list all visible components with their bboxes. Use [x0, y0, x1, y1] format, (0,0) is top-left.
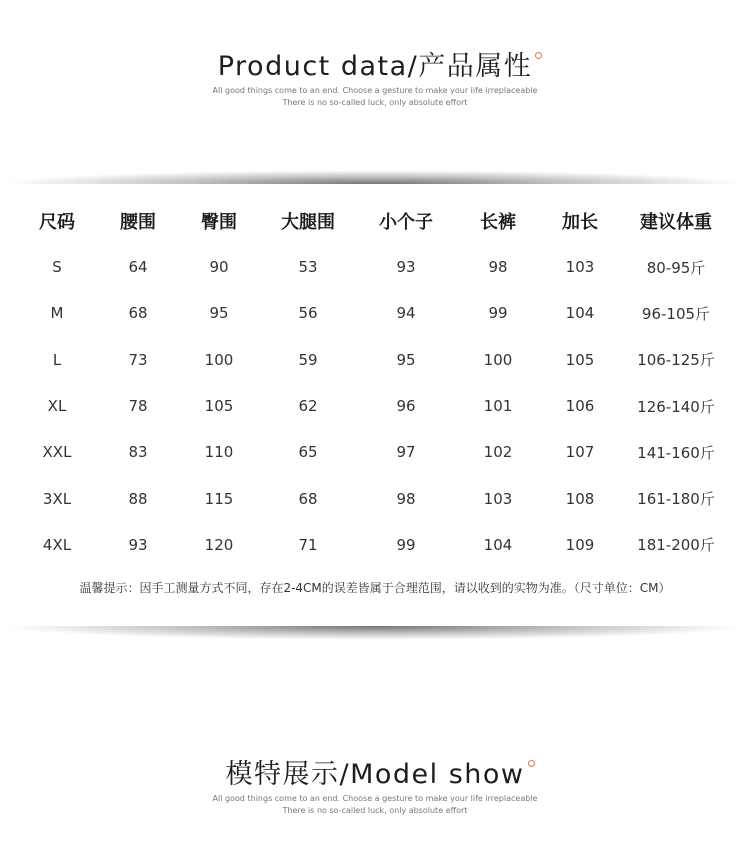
table-cell: 80-95斤	[646, 258, 706, 277]
table-cell: XL	[47, 397, 67, 416]
table-cell: L	[52, 350, 62, 369]
table-row	[17, 337, 733, 383]
table-cell: 99	[488, 304, 508, 323]
size-table-header-cell: 长裤	[480, 212, 516, 233]
table-cell: 104	[565, 304, 595, 323]
product-data-subtitle-1: All good things come to an end. Choose a gesture to make your life irreplaceable	[212, 86, 538, 95]
table-cell: 59	[298, 350, 318, 369]
table-cell: 126-140斤	[637, 397, 715, 416]
table-cell: 53	[298, 258, 318, 277]
table-cell: 100	[483, 350, 513, 369]
table-cell: 73	[128, 350, 148, 369]
table-cell: 4XL	[42, 535, 72, 554]
table-cell: 98	[396, 489, 416, 508]
size-table-header-cell: 腰围	[120, 212, 156, 233]
table-cell: 83	[128, 443, 148, 462]
table-cell: 96	[396, 397, 416, 416]
size-table-header-row	[17, 198, 733, 244]
table-cell: 78	[128, 397, 148, 416]
table-bottom-shadow	[0, 626, 750, 640]
table-cell: 105	[204, 397, 234, 416]
size-table-header-cell: 加长	[562, 212, 598, 233]
table-cell: 100	[204, 350, 234, 369]
size-table-header-cell: 大腿围	[281, 212, 335, 233]
table-cell: 94	[396, 304, 416, 323]
table-row	[17, 475, 733, 521]
table-cell: 88	[128, 489, 148, 508]
table-row	[17, 522, 733, 568]
table-cell: 106	[565, 397, 595, 416]
table-row	[17, 429, 733, 475]
size-table-header-cell: 建议体重	[640, 212, 712, 233]
product-data-header	[0, 50, 750, 108]
table-cell: 141-160斤	[637, 443, 715, 462]
table-cell: 101	[483, 397, 513, 416]
table-cell: 105	[565, 350, 595, 369]
table-cell: 93	[396, 258, 416, 277]
product-data-title-text: Product data/产品属性	[217, 51, 533, 82]
table-cell: 99	[396, 535, 416, 554]
table-cell: 65	[298, 443, 318, 462]
product-data-title	[218, 50, 533, 84]
model-show-title	[225, 758, 524, 792]
table-cell: 108	[565, 489, 595, 508]
table-cell: 115	[204, 489, 234, 508]
size-table-header-cell: 尺码	[39, 212, 75, 233]
table-cell: 103	[565, 258, 595, 277]
table-row	[17, 383, 733, 429]
table-cell: 107	[565, 443, 595, 462]
model-show-header	[0, 758, 750, 816]
table-cell: 56	[298, 304, 318, 323]
product-data-subtitle-2: There is no so-called luck, only absolute effort	[282, 98, 468, 107]
table-cell: 120	[204, 535, 234, 554]
table-cell: M	[50, 304, 64, 323]
table-cell: 68	[128, 304, 148, 323]
model-show-title-text: 模特展示/Model show	[225, 759, 525, 790]
table-cell: 97	[396, 443, 416, 462]
table-top-shadow	[0, 170, 750, 184]
table-cell: 181-200斤	[637, 536, 715, 555]
table-cell: 109	[565, 535, 595, 554]
measurement-note: 温馨提示：因手工测量方式不同，存在2-4CM的误差皆属于合理范围，请以收到的实物为准。（尺寸单位：CM）	[79, 581, 671, 595]
table-cell: 95	[209, 304, 229, 323]
size-table-header-cell: 臀围	[201, 212, 237, 233]
table-cell: 102	[483, 443, 513, 462]
table-cell: 103	[483, 489, 513, 508]
table-cell: 96-105斤	[641, 304, 711, 323]
table-cell: 3XL	[42, 489, 72, 508]
accent-dot-icon	[535, 52, 542, 59]
table-row	[17, 244, 733, 290]
table-cell: 98	[488, 258, 508, 277]
size-table-body	[17, 244, 733, 568]
table-cell: S	[52, 258, 62, 277]
table-cell: 106-125斤	[637, 351, 715, 370]
table-cell: 110	[204, 443, 234, 462]
table-cell: 104	[483, 535, 513, 554]
table-cell: 90	[209, 258, 229, 277]
table-cell: 64	[128, 258, 148, 277]
table-cell: 71	[298, 535, 318, 554]
table-row	[17, 290, 733, 336]
table-cell: 68	[298, 489, 318, 508]
size-table-header-cell: 小个子	[379, 212, 433, 233]
size-table	[17, 198, 733, 568]
table-cell: XXL	[42, 443, 72, 462]
table-cell: 161-180斤	[637, 490, 715, 509]
table-cell: 62	[298, 397, 318, 416]
model-show-subtitle-1: All good things come to an end. Choose a gesture to make your life irreplaceable	[212, 794, 538, 803]
model-show-subtitle-2: There is no so-called luck, only absolute effort	[282, 806, 468, 815]
accent-dot-icon	[528, 760, 535, 767]
table-cell: 95	[396, 350, 416, 369]
table-cell: 93	[128, 535, 148, 554]
